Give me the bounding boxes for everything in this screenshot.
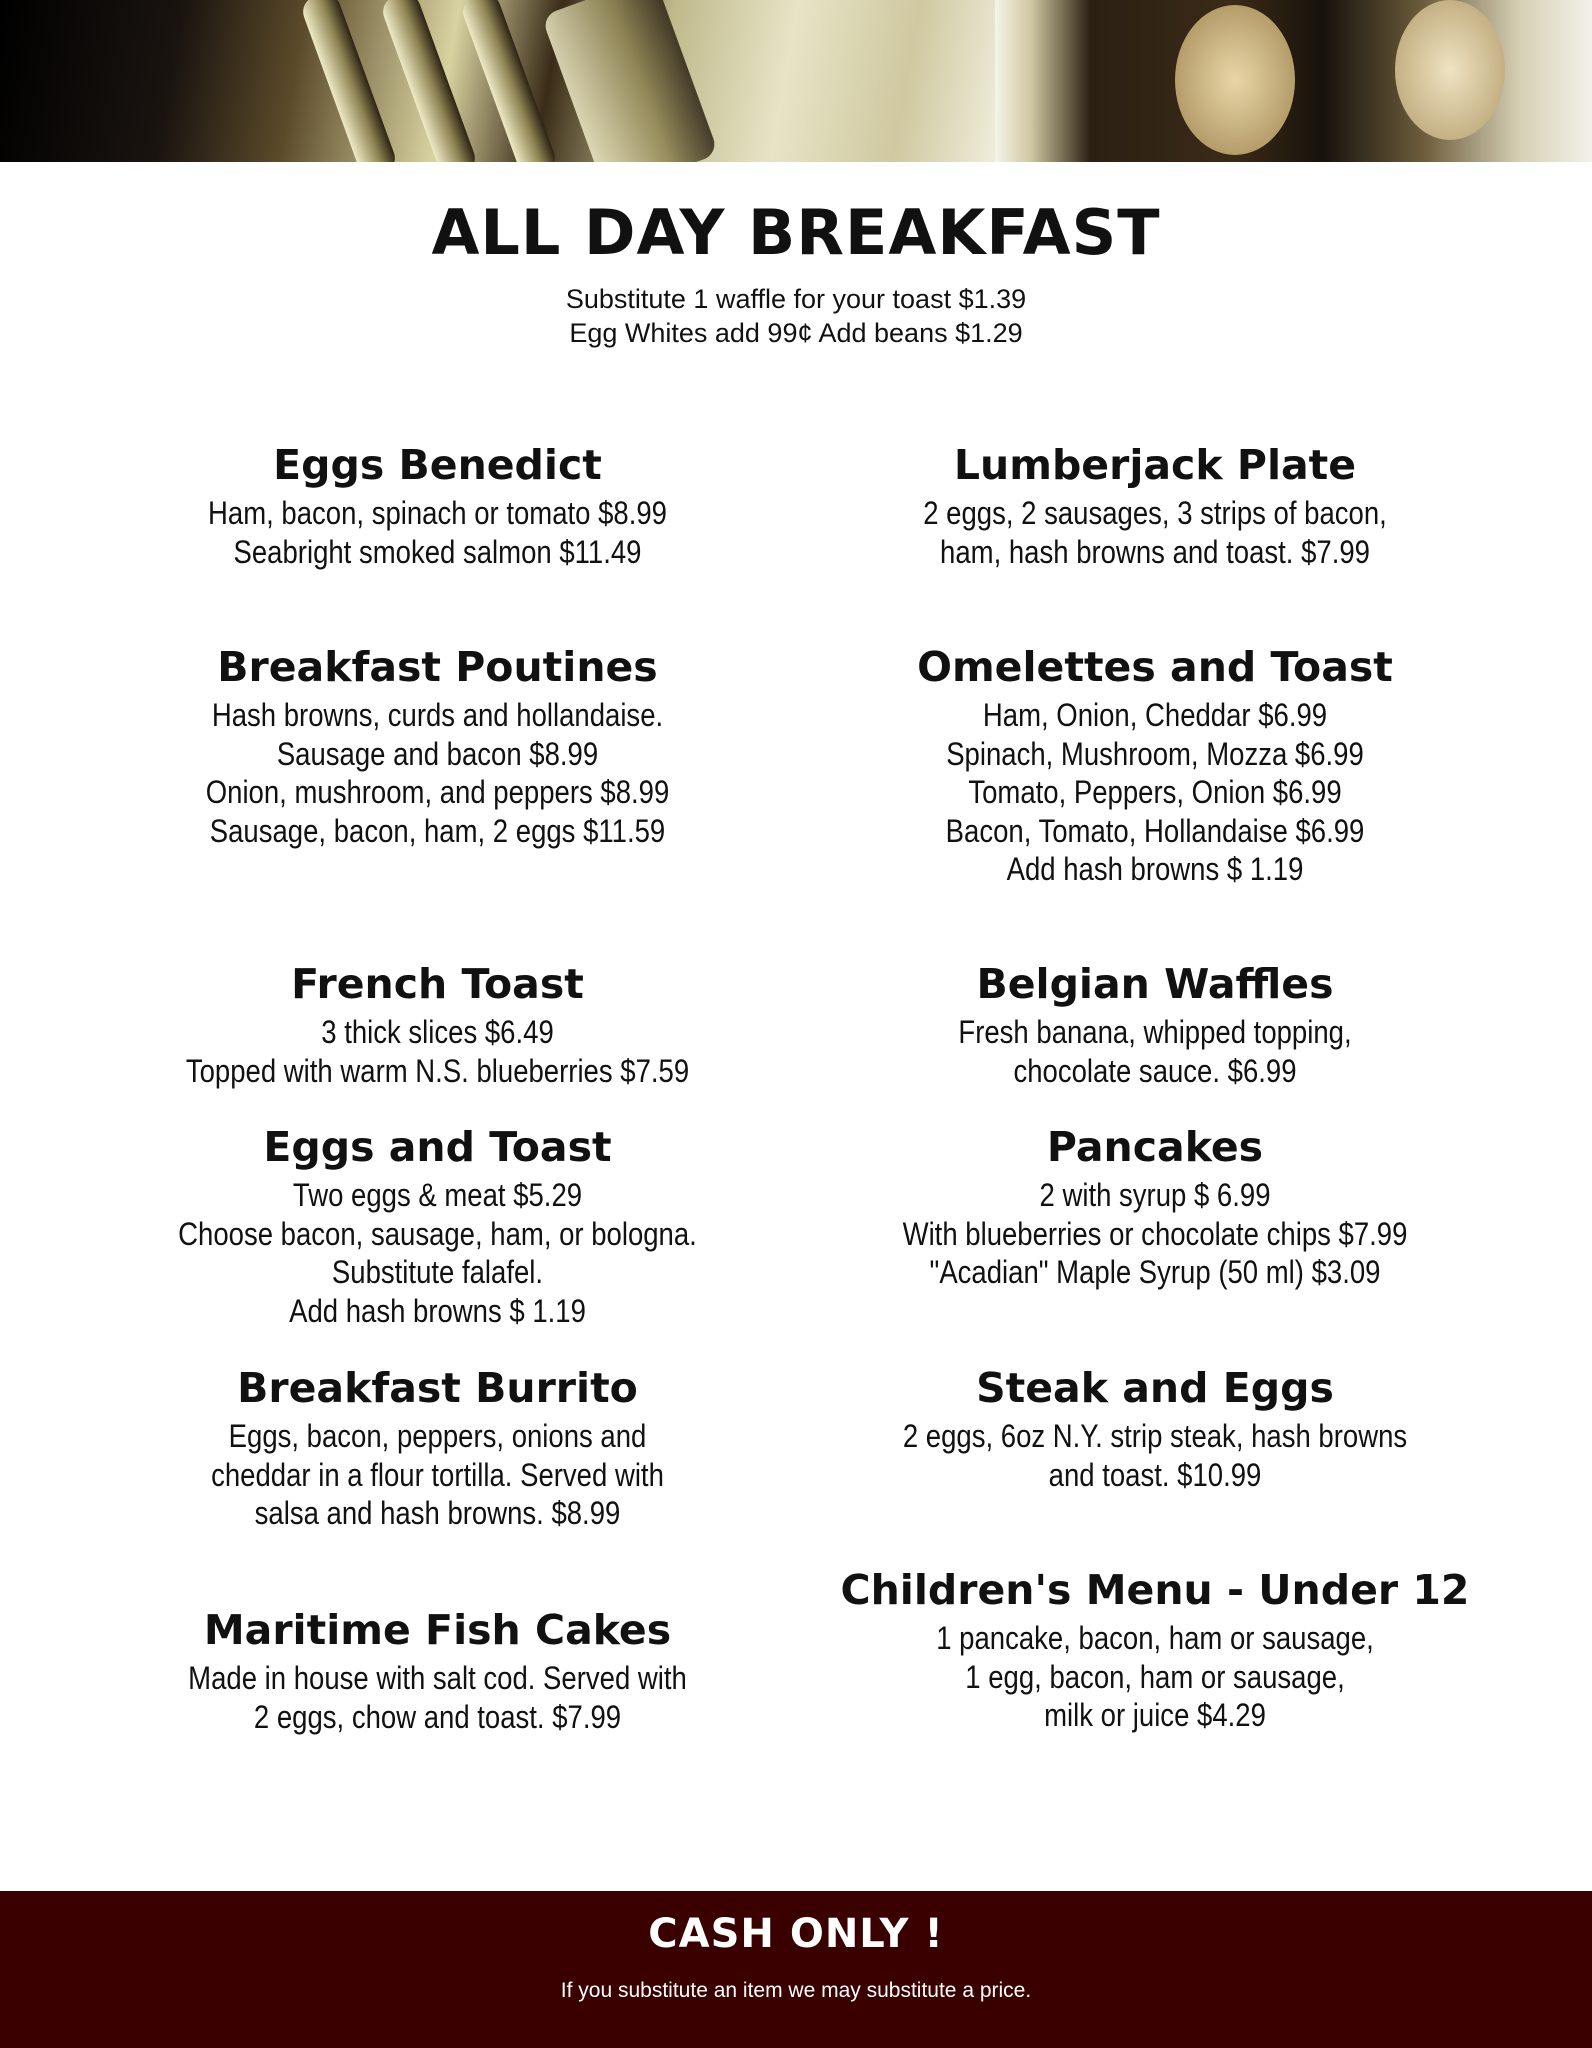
menu-title: ALL DAY BREAKFAST — [431, 196, 1161, 269]
item-name: Breakfast Burrito — [237, 1364, 638, 1412]
item-line: 2 eggs, 2 sausages, 3 strips of bacon, — [923, 495, 1387, 531]
fork-tine-graphic — [459, 0, 560, 162]
item-line: Hash browns, curds and hollandaise. — [211, 697, 664, 733]
menu-item-omelettes-and-toast — [800, 638, 1510, 889]
menu-item-french-toast — [40, 955, 835, 1090]
menu-item-lumberjack-plate — [800, 436, 1510, 571]
substitution-note: If you substitute an item we may substitute a price. — [560, 1979, 1032, 2002]
item-description — [96, 494, 780, 571]
item-name: Eggs and Toast — [263, 1123, 612, 1171]
item-line: milk or juice $4.29 — [1044, 1697, 1266, 1733]
menu-item-breakfast-burrito — [40, 1359, 835, 1533]
item-line: "Acadian" Maple Syrup (50 ml) $3.09 — [929, 1254, 1381, 1290]
woman-face-graphic — [1395, 0, 1505, 140]
item-name: Maritime Fish Cakes — [203, 1606, 672, 1654]
item-name: Belgian Waffles — [976, 960, 1334, 1008]
footer-banner — [0, 1891, 1592, 2048]
item-line: Add hash browns $ 1.19 — [1006, 851, 1304, 887]
menu-item-eggs-benedict — [40, 436, 835, 571]
item-description — [850, 1619, 1461, 1735]
item-line: Onion, mushroom, and peppers $8.99 — [205, 774, 670, 810]
item-line: Tomato, Peppers, Onion $6.99 — [968, 774, 1342, 810]
item-description — [96, 1417, 780, 1533]
item-line: Choose bacon, sausage, ham, or bologna. — [178, 1215, 697, 1252]
cash-only-notice: CASH ONLY ! — [648, 1911, 944, 1957]
item-line: Spinach, Mushroom, Mozza $6.99 — [946, 735, 1364, 772]
item-name: Omelettes and Toast — [917, 643, 1393, 691]
item-name: Pancakes — [1046, 1123, 1264, 1171]
subtitle-line: Egg Whites add 99¢ Add beans $1.29 — [569, 318, 1023, 348]
item-description — [850, 1417, 1461, 1494]
item-line: Seabright smoked salmon $11.49 — [233, 533, 642, 570]
item-line: Made in house with salt cod. Served with — [188, 1660, 687, 1696]
item-line: Add hash browns $ 1.19 — [289, 1292, 586, 1329]
item-description — [96, 696, 780, 850]
item-description — [850, 1176, 1461, 1292]
item-line: Fresh banana, whipped topping, — [958, 1014, 1352, 1050]
menu-item-belgian-waffles — [800, 955, 1510, 1090]
item-description — [850, 1013, 1461, 1090]
couple-photo — [995, 0, 1592, 162]
menu-item-maritime-fish-cakes — [40, 1601, 835, 1736]
man-face-graphic — [1175, 5, 1295, 155]
knife-blade-graphic — [541, 0, 719, 162]
fork-tine-graphic — [299, 0, 400, 162]
item-line: With blueberries or chocolate chips $7.99 — [902, 1215, 1408, 1252]
fork-tine-graphic — [379, 0, 480, 162]
item-line: 2 eggs, chow and toast. $7.99 — [253, 1698, 622, 1735]
subtitle-line: Substitute 1 waffle for your toast $1.39 — [565, 284, 1027, 314]
item-line: 1 egg, bacon, ham or sausage, — [965, 1658, 1345, 1695]
item-name: Breakfast Poutines — [217, 643, 658, 691]
item-line: Bacon, Tomato, Hollandaise $6.99 — [945, 812, 1365, 849]
item-line: Ham, bacon, spinach or tomato $8.99 — [208, 495, 667, 531]
item-line: Topped with warm N.S. blueberries $7.59 — [185, 1052, 690, 1089]
item-line: Sausage and bacon $8.99 — [276, 735, 599, 772]
item-line: 2 eggs, 6oz N.Y. strip steak, hash browns — [902, 1418, 1408, 1454]
item-line: Ham, Onion, Cheddar $6.99 — [982, 697, 1328, 733]
item-description — [96, 1176, 780, 1330]
item-line: 3 thick slices $6.49 — [321, 1014, 554, 1050]
item-description — [96, 1659, 780, 1736]
item-description — [850, 696, 1461, 889]
fork-photo — [0, 0, 995, 162]
menu-item-pancakes — [800, 1118, 1510, 1292]
item-description — [850, 494, 1461, 571]
item-line: Sausage, bacon, ham, 2 eggs $11.59 — [209, 812, 666, 849]
menu-item-breakfast-poutines — [40, 638, 835, 850]
header-photo-banner — [0, 0, 1592, 162]
item-line: 2 with syrup $ 6.99 — [1039, 1177, 1271, 1213]
item-name: Children's Menu - Under 12 — [840, 1566, 1470, 1614]
item-line: Substitute falafel. — [331, 1254, 544, 1290]
item-name: French Toast — [291, 960, 584, 1008]
item-line: chocolate sauce. $6.99 — [1013, 1052, 1297, 1089]
menu-item-childrens-menu — [800, 1561, 1510, 1735]
item-name: Eggs Benedict — [273, 441, 602, 489]
item-name: Steak and Eggs — [976, 1364, 1334, 1412]
item-line: salsa and hash browns. $8.99 — [254, 1495, 621, 1531]
item-name: Lumberjack Plate — [953, 441, 1357, 489]
menu-item-steak-and-eggs — [800, 1359, 1510, 1494]
item-description — [96, 1013, 780, 1090]
item-line: Two eggs & meat $5.29 — [292, 1177, 583, 1213]
item-line: and toast. $10.99 — [1048, 1456, 1262, 1493]
item-line: ham, hash browns and toast. $7.99 — [940, 533, 1370, 570]
item-line: Eggs, bacon, peppers, onions and — [228, 1418, 647, 1454]
item-line: cheddar in a flour tortilla. Served with — [211, 1456, 664, 1493]
menu-item-eggs-and-toast — [40, 1118, 835, 1330]
item-line: 1 pancake, bacon, ham or sausage, — [936, 1620, 1374, 1656]
